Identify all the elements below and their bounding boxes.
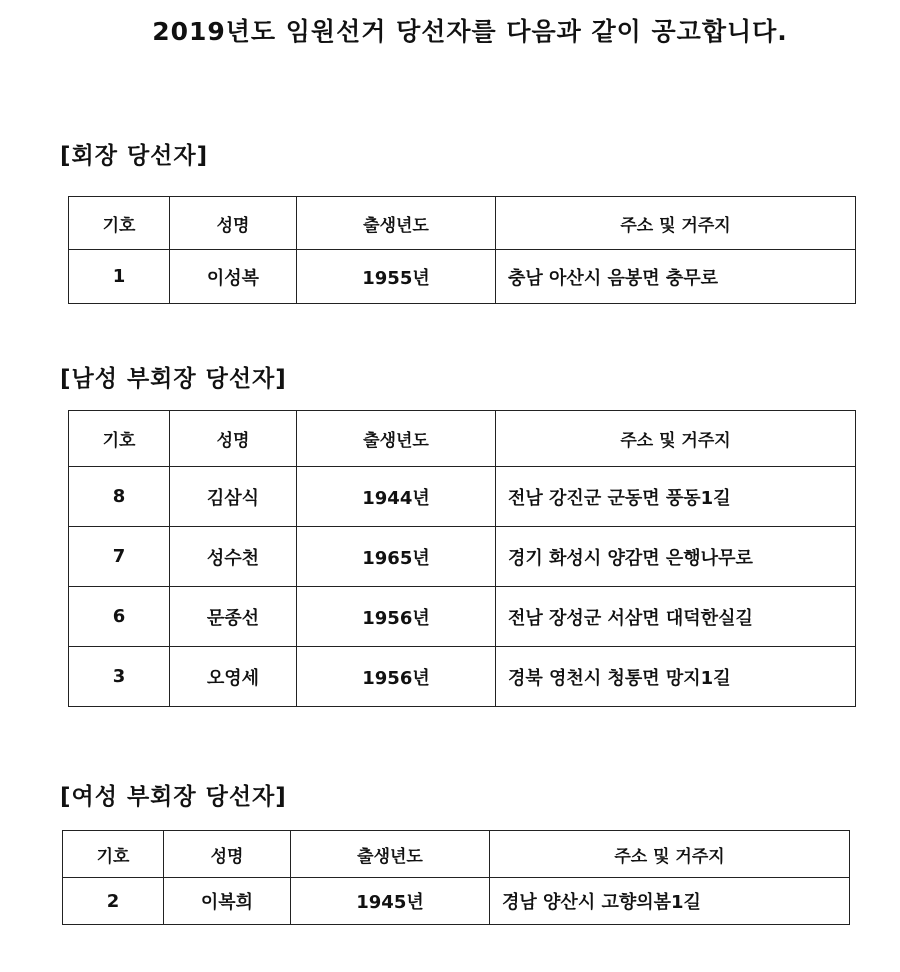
table-header-row bbox=[63, 831, 850, 878]
cell-birth: 1956년 bbox=[297, 587, 496, 647]
cell-birth: 1944년 bbox=[297, 467, 496, 527]
table-row bbox=[69, 250, 856, 304]
cell-name: 김삼식 bbox=[170, 467, 297, 527]
cell-address: 전남 장성군 서삼면 대덕한실길 bbox=[496, 587, 856, 647]
header-no: 기호 bbox=[63, 831, 164, 878]
cell-birth: 1956년 bbox=[297, 647, 496, 707]
cell-name: 오영세 bbox=[170, 647, 297, 707]
header-address: 주소 및 거주지 bbox=[490, 831, 850, 878]
table-header-row bbox=[69, 197, 856, 250]
header-no: 기호 bbox=[69, 411, 170, 467]
cell-address: 충남 아산시 음봉면 충무로 bbox=[496, 250, 856, 304]
table-row bbox=[69, 647, 856, 707]
cell-no: 7 bbox=[69, 527, 170, 587]
table-female-vp bbox=[62, 830, 850, 925]
header-birth: 출생년도 bbox=[297, 197, 496, 250]
cell-name: 성수천 bbox=[170, 527, 297, 587]
table-male-vp bbox=[68, 410, 856, 707]
cell-no: 2 bbox=[63, 878, 164, 925]
cell-address: 경남 양산시 고향의봄1길 bbox=[490, 878, 850, 925]
cell-no: 1 bbox=[69, 250, 170, 304]
table-president bbox=[68, 196, 856, 304]
cell-birth: 1955년 bbox=[297, 250, 496, 304]
cell-birth: 1965년 bbox=[297, 527, 496, 587]
table-row bbox=[69, 467, 856, 527]
cell-name: 이성복 bbox=[170, 250, 297, 304]
section-heading-male-vp: [남성 부회장 당선자] bbox=[60, 366, 287, 392]
cell-birth: 1945년 bbox=[291, 878, 490, 925]
header-address: 주소 및 거주지 bbox=[496, 411, 856, 467]
table-row bbox=[69, 527, 856, 587]
section-heading-president: [회장 당선자] bbox=[60, 143, 209, 169]
header-no: 기호 bbox=[69, 197, 170, 250]
cell-name: 이복희 bbox=[164, 878, 291, 925]
table-row bbox=[63, 878, 850, 925]
table-header-row bbox=[69, 411, 856, 467]
cell-address: 경북 영천시 청통면 망지1길 bbox=[496, 647, 856, 707]
header-name: 성명 bbox=[170, 411, 297, 467]
header-birth: 출생년도 bbox=[291, 831, 490, 878]
page-title: 2019년도 임원선거 당선자를 다음과 같이 공고합니다. bbox=[152, 17, 788, 46]
header-name: 성명 bbox=[164, 831, 291, 878]
table-row bbox=[69, 587, 856, 647]
cell-address: 경기 화성시 양감면 은행나무로 bbox=[496, 527, 856, 587]
cell-name: 문종선 bbox=[170, 587, 297, 647]
section-heading-female-vp: [여성 부회장 당선자] bbox=[60, 784, 287, 810]
cell-no: 6 bbox=[69, 587, 170, 647]
cell-no: 8 bbox=[69, 467, 170, 527]
header-name: 성명 bbox=[170, 197, 297, 250]
cell-no: 3 bbox=[69, 647, 170, 707]
cell-address: 전남 강진군 군동면 풍동1길 bbox=[496, 467, 856, 527]
header-birth: 출생년도 bbox=[297, 411, 496, 467]
header-address: 주소 및 거주지 bbox=[496, 197, 856, 250]
